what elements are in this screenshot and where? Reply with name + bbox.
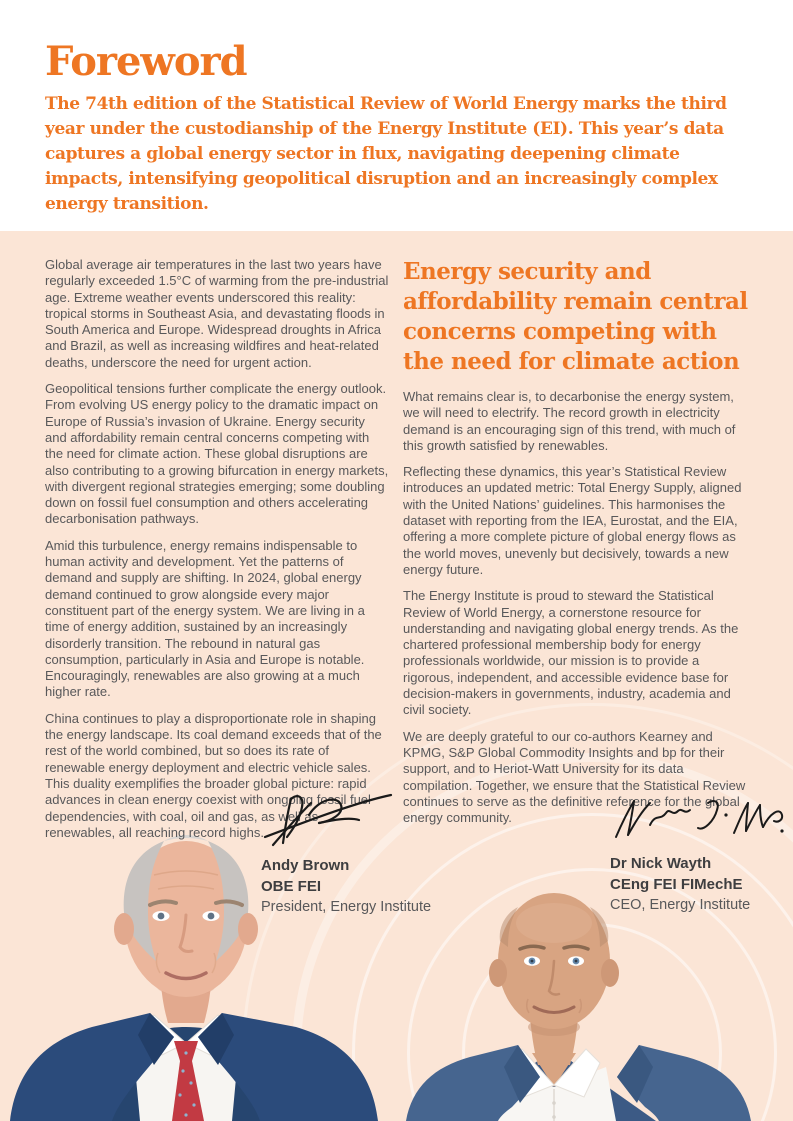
body-paragraph: Geopolitical tensions further complicate the energy outlook. From evolving US energy policy to the dramatic impact on Europe of Russia’s invasion of Ukraine. Energy security and affordability remain central concerns competing with the need for climate action. These global disruptions are also contributing to a growing bifurcation in energy markets, with divergent regional strategies emerging; some doubling down on fossil fuel consumption and others accelerating decarbonisation pathways.	[45, 381, 389, 527]
body-paragraph: Amid this turbulence, energy remains indispensable to human activity and development. Yet the patterns of demand and supply are shifting. In 2024, global energy demand continued to grow alongside every major constituent part of the energy system. We are living in a time of energy addition, sustained by an increasingly disorderly transition. The rebound in natural gas consumption, particularly in Asia and Europe is notable. Encouragingly, renewables are also growing at a much higher rate.	[45, 537, 365, 700]
body-paragraph: China continues to play a disproportionate role in shaping the energy landscape. Its coal demand exceeds that of the rest of the world combined, but so does its rate of renewable energy deployment and electric vehicle sales. This duality exemplifies the broader global picture: rapid advances in clean energy coexist with ongoing fossil fuel dependencies, with coal, oil and gas, as well as renewables, all reaching record highs.	[45, 710, 382, 840]
left-column	[45, 257, 390, 851]
signatory-andy-brown	[261, 787, 431, 917]
nick-wayth-signature	[610, 791, 785, 847]
two-column-text	[0, 231, 793, 851]
nick-wayth-portrait	[406, 881, 751, 1121]
body-paragraph: Reflecting these dynamics, this year’s Statistical Review introduces an updated metric: Total Energy Supply, aligned with the United Nations’ guidelines. This harmonises the dataset with reporting from the IEA, Eurostat, and the EIA, offering a more complete picture of global energy flows as the world moves, unevenly but decisively, towards a new energy future.	[403, 464, 742, 577]
andy-brown-signature	[261, 787, 396, 849]
body-paragraph: The Energy Institute is proud to steward the Statistical Review of World Energy, a cornerstone resource for understanding and navigating global energy trends. As the chartered professional membership body for energy professionals worldwide, our mission is to provide a rigorous, independent, and accessible evidence base for decision-makers in governments, industry, academia and civil society.	[403, 588, 739, 718]
body-paragraph: What remains clear is, to decarbonise the energy system, we will need to electrify. The record growth in electricity demand is an encouraging sign of this trend, with much of this growth satisfied by renewables.	[403, 389, 736, 453]
content-area	[0, 231, 793, 1121]
signatory-honors: CEng FEI FIMechE	[610, 876, 743, 893]
signatory-name: Andy Brown	[261, 857, 350, 874]
page-title: Foreword	[45, 38, 247, 85]
page-header	[0, 0, 793, 231]
right-column	[403, 257, 748, 851]
body-paragraph: We are deeply grateful to our co-authors Kearney and KPMG, S&P Global Commodity Insights and bp for their support, and to Heriot-Watt University for its data compilation. Together, we ensure that the Statistical Review continues to serve as the definitive reference for the global energy community.	[403, 728, 746, 826]
intro-paragraph: The 74th edition of the Statistical Review of World Energy marks the third year under the custodianship of the Energy Institute (EI). This year’s data captures a global energy sector in flux, navigating deepening climate impacts, intensifying geopolitical disruption and an increasingly complex energy transition.	[45, 94, 727, 214]
signatory-nick-wayth	[610, 787, 785, 915]
body-paragraph: Global average air temperatures in the last two years have regularly exceeded 1.5°C of warming from the pre-industrial age. Extreme weather events underscored this reality: tropical storms in Southeast Asia, and devastating floods in South America and Europe. Widespread droughts in Africa and Brazil, as well as increasing wildfires and heat-related deaths, underscore the need for urgent action.	[45, 257, 389, 370]
signatory-role: CEO, Energy Institute	[610, 897, 751, 913]
right-column-heading: Energy security and affordability remain central concerns competing with the need for climate action	[403, 258, 748, 375]
signatory-name: Dr Nick Wayth	[610, 855, 712, 872]
signatory-honors: OBE FEI	[261, 878, 322, 895]
signatory-role: President, Energy Institute	[261, 899, 432, 915]
